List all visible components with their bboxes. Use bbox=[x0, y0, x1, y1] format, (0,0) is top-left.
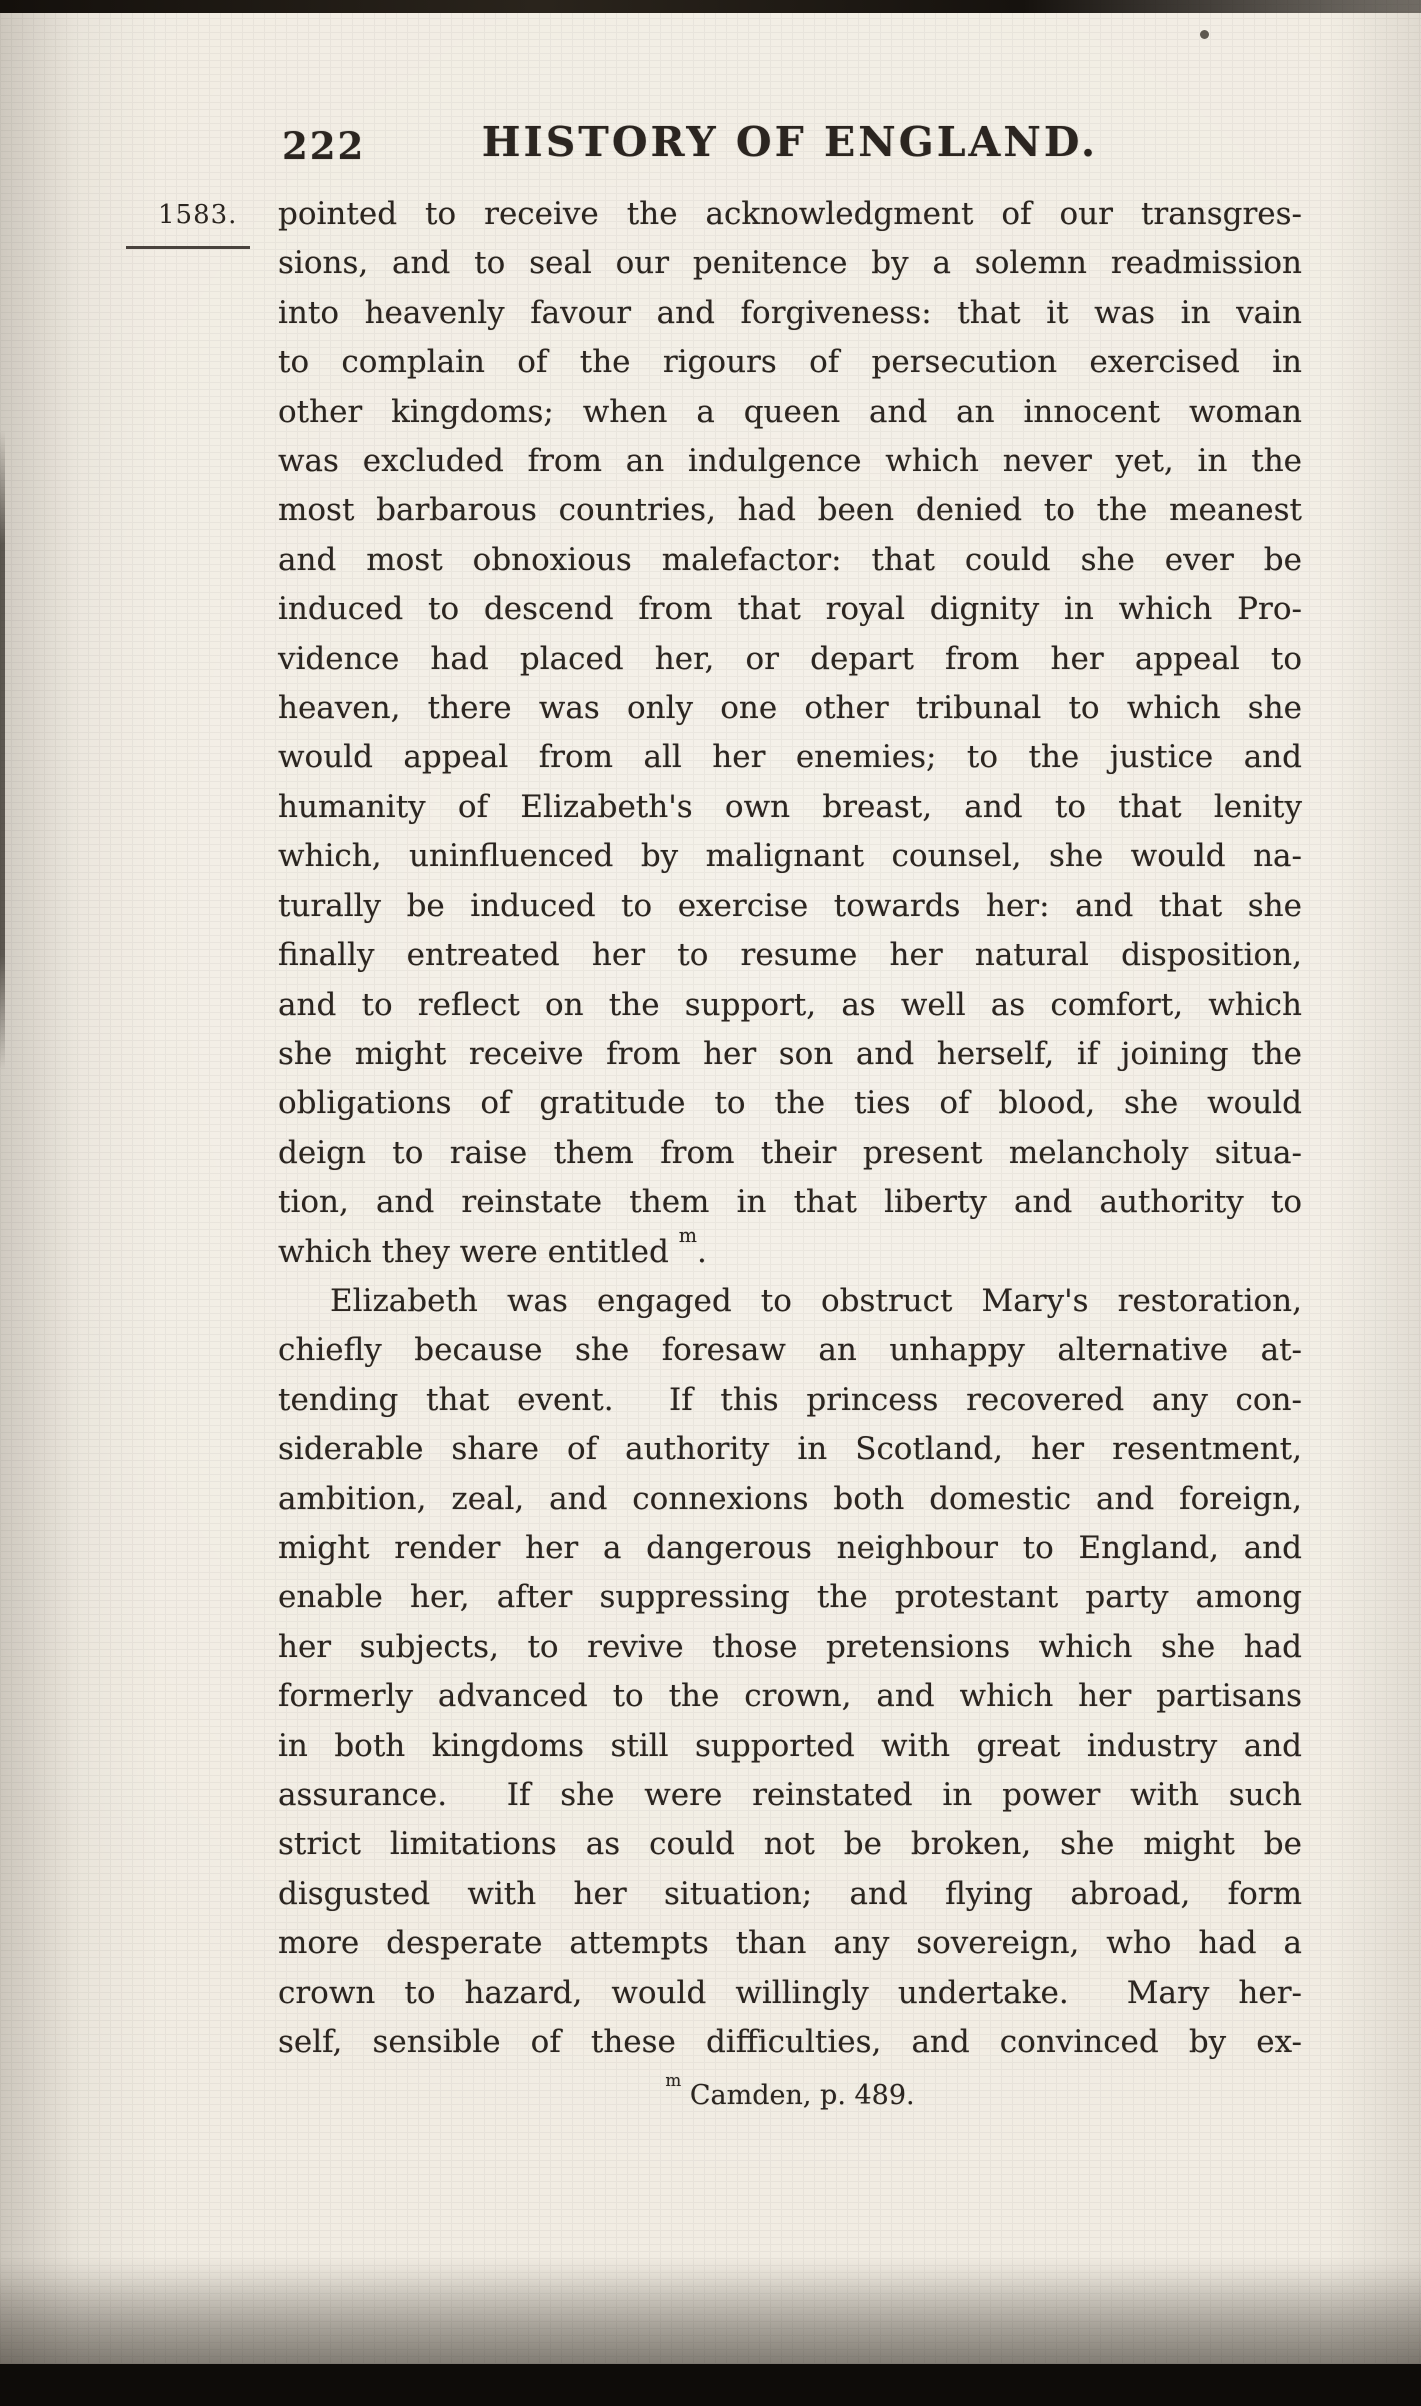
margin-year-note bbox=[158, 200, 288, 249]
text-line: sions, and to seal our penitence by a solemn readmission bbox=[278, 245, 1302, 282]
text-line: pointed to receive the acknowledgment of our transgres- bbox=[278, 196, 1302, 232]
text-line: siderable share of authority in Scotland, her resentment, bbox=[278, 1431, 1302, 1468]
body-text bbox=[278, 190, 1302, 2067]
footnote-marker: m bbox=[665, 2070, 682, 2091]
scan-edge-top bbox=[0, 0, 1421, 13]
text-line: in both kingdoms still supported with great industry and bbox=[278, 1727, 1302, 1764]
scan-speck bbox=[1200, 30, 1209, 39]
text-line bbox=[278, 1223, 1302, 1277]
text-line: and most obnoxious malefactor: that could she ever be bbox=[278, 541, 1302, 578]
text-line: her subjects, to revive those pretensions which she had bbox=[278, 1628, 1302, 1665]
line-text: which they were entitled bbox=[278, 1233, 679, 1270]
text-line: tion, and reinstate them in that liberty and authority to bbox=[278, 1184, 1302, 1221]
text-line: other kingdoms; when a queen and an innocent woman bbox=[278, 393, 1302, 430]
scan-edge-smudge bbox=[0, 430, 5, 1070]
scan-edge-bottom bbox=[0, 2364, 1421, 2406]
text-line: was excluded from an indulgence which never yet, in the bbox=[278, 443, 1302, 480]
text-line: to complain of the rigours of persecution exercised in bbox=[278, 344, 1302, 381]
text-line: induced to descend from that royal dignity in which Pro- bbox=[278, 591, 1302, 628]
text-line: she might receive from her son and herself, if joining the bbox=[278, 1035, 1302, 1072]
text-line: disgusted with her situation; and flying abroad, form bbox=[278, 1875, 1302, 1912]
text-line: finally entreated her to resume her natural disposition, bbox=[278, 937, 1302, 974]
running-header: HISTORY OF ENGLAND. bbox=[481, 118, 1099, 166]
text-line: more desperate attempts than any sovereign, who had a bbox=[278, 1925, 1302, 1962]
text-line: Elizabeth was engaged to obstruct Mary's restoration, bbox=[330, 1282, 1302, 1319]
line-text-tail: . bbox=[696, 1233, 707, 1270]
page-number: 222 bbox=[282, 124, 366, 168]
text-line: might render her a dangerous neighbour to England, and bbox=[278, 1529, 1302, 1566]
text-line: humanity of Elizabeth's own breast, and to that lenity bbox=[278, 788, 1302, 825]
text-line: into heavenly favour and forgiveness: that it was in vain bbox=[278, 294, 1302, 331]
text-line: and to reflect on the support, as well as comfort, which bbox=[278, 986, 1302, 1023]
footnote-ref: m bbox=[678, 1223, 697, 1247]
text-line: chiefly because she foresaw an unhappy alternative at- bbox=[278, 1332, 1302, 1369]
text-line: obligations of gratitude to the ties of blood, she would bbox=[278, 1085, 1302, 1122]
text-line: enable her, after suppressing the protestant party among bbox=[278, 1579, 1302, 1616]
text-line: would appeal from all her enemies; to the justice and bbox=[278, 739, 1302, 776]
text-line: crown to hazard, would willingly undertake. Mary her- bbox=[278, 1974, 1302, 2011]
paragraph bbox=[278, 1277, 1302, 2068]
text-line: turally be induced to exercise towards her: and that she bbox=[278, 887, 1302, 924]
text-line: most barbarous countries, had been denied to the meanest bbox=[278, 492, 1302, 529]
text-line: tending that event. If this princess recovered any con- bbox=[278, 1381, 1302, 1418]
text-line: deign to raise them from their present melancholy situa- bbox=[278, 1134, 1302, 1171]
footnote-text: Camden, p. 489. bbox=[689, 2080, 915, 2111]
text-line: ambition, zeal, and connexions both domestic and foreign, bbox=[278, 1480, 1302, 1517]
text-line: strict limitations as could not be broken, she might be bbox=[278, 1826, 1302, 1863]
paragraph bbox=[278, 190, 1302, 1277]
text-line: heaven, there was only one other tribunal to which she bbox=[278, 690, 1302, 727]
scan-edge-bottom-fade bbox=[0, 2256, 1421, 2366]
footnote bbox=[278, 2070, 1302, 2111]
margin-year: 1583. bbox=[158, 200, 238, 230]
page-header bbox=[278, 118, 1302, 182]
text-line: vidence had placed her, or depart from her appeal to bbox=[278, 640, 1302, 677]
text-line: which, uninfluenced by malignant counsel, she would na- bbox=[278, 838, 1302, 875]
margin-rule bbox=[126, 246, 250, 249]
text-line: formerly advanced to the crown, and which her partisans bbox=[278, 1678, 1302, 1715]
text-line: self, sensible of these difficulties, and convinced by ex- bbox=[278, 2024, 1302, 2061]
text-line: assurance. If she were reinstated in power with such bbox=[278, 1777, 1302, 1813]
